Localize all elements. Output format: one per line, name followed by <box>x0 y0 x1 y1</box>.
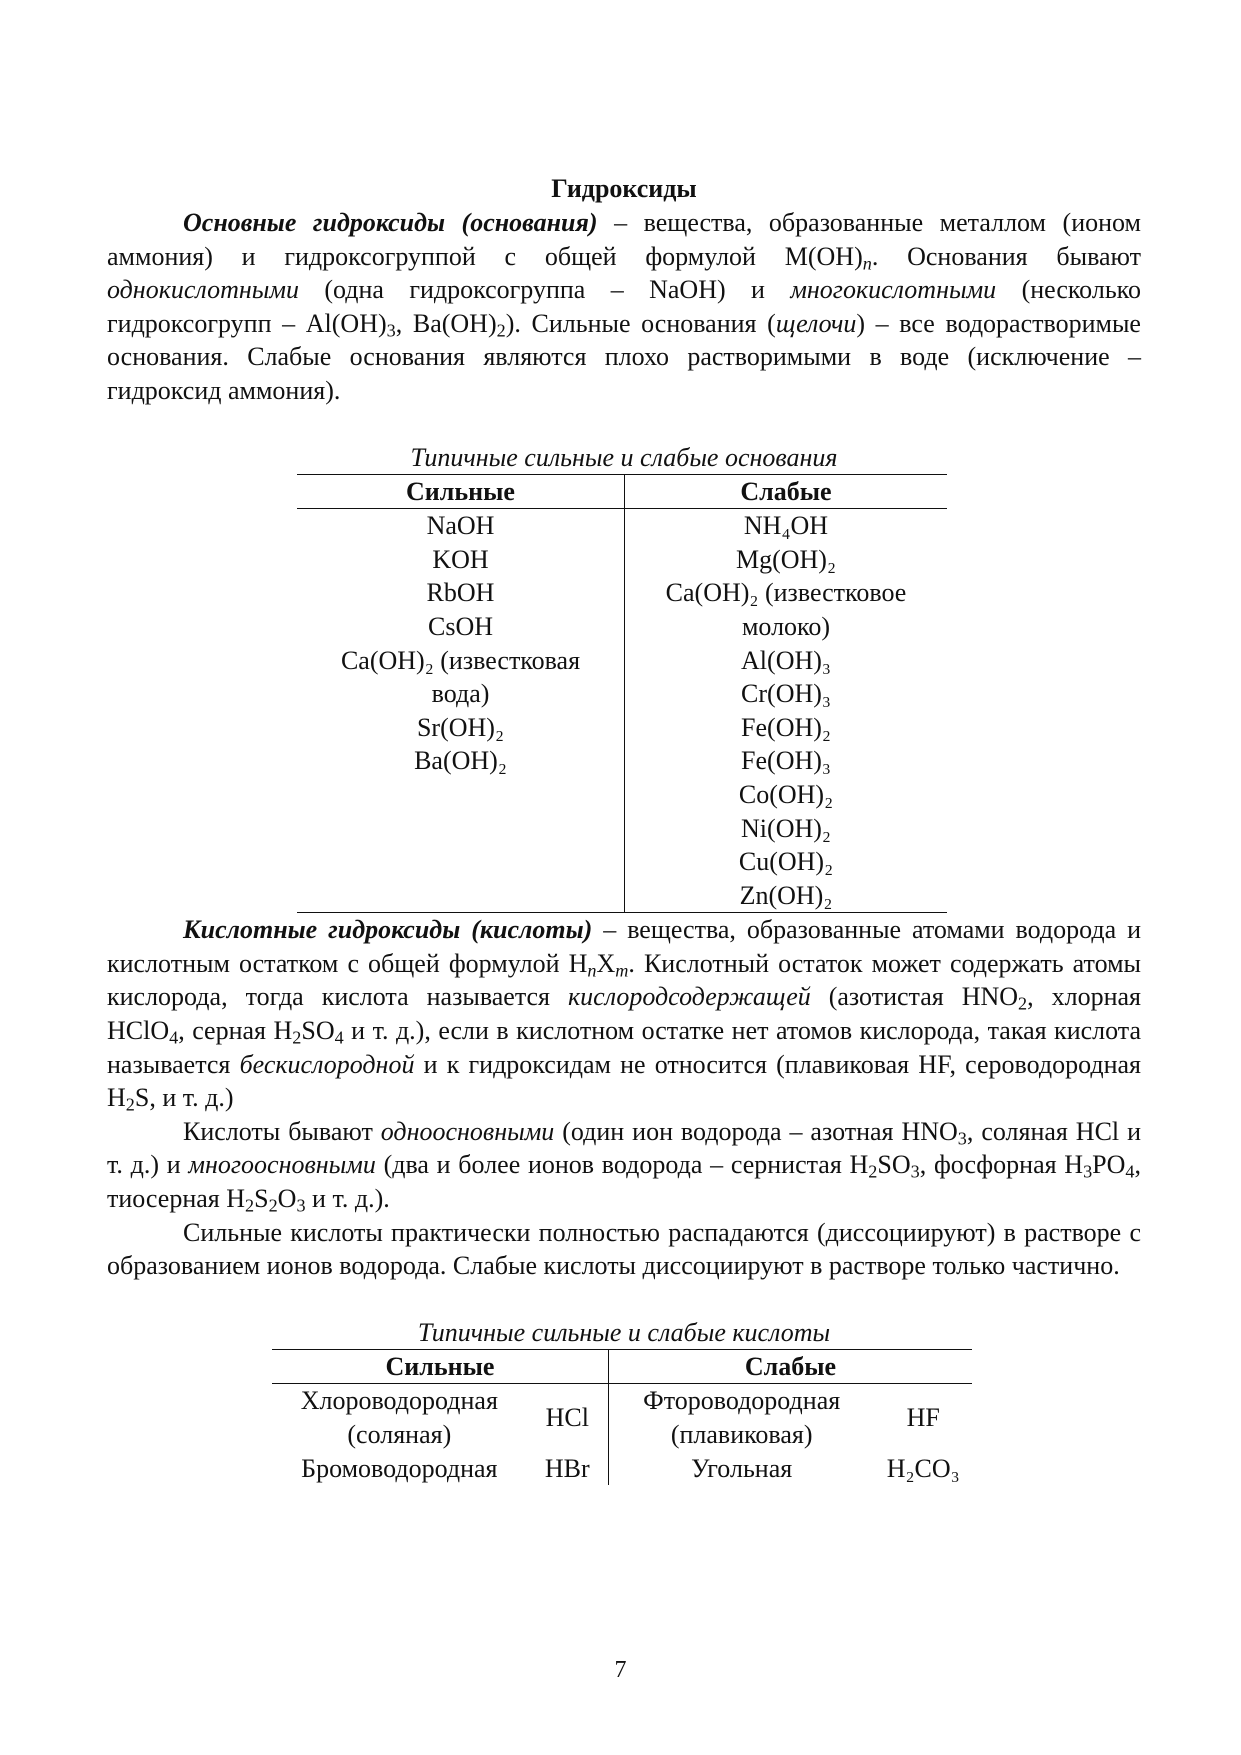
bases-table <box>297 474 947 914</box>
acids-header-strong: Сильные <box>272 1349 608 1384</box>
strong-base: вода) <box>297 677 625 711</box>
strong-acid-name: Бромоводородная <box>301 1453 498 1483</box>
strong-base: KOH <box>297 543 625 577</box>
acids-table <box>272 1349 972 1485</box>
weak-base: молоко) <box>741 611 831 641</box>
table-row <box>272 1452 972 1486</box>
weak-base: Ni(OH)₂ <box>741 813 831 843</box>
paragraph-dissociation: Сильные кислоты практически полностью распадаются (диссоциируют) в растворе с образованием ионов водорода. Слабые кислоты диссоциируют в растворе только частично. <box>107 1217 1141 1281</box>
paragraph-bases: Основные гидроксиды (основания) – вещества, образованные металлом (ионом аммония) и гидроксогруппой с общей формулой $M(OH)_n$. Основания бывают однокислотными (одна гидроксогруппа – NaOH) и многокислотными (несколько гидроксогрупп – $Al(OH)_3$, $Ba(OH)_2$). Сильные основания (щелочи) – все водорастворимые основания. Слабые основания являются плохо растворимыми в воде (исключение – гидроксид аммония). <box>107 208 1141 405</box>
paragraph-basicity: Кислоты бывают одноосновными (один ион водорода – азотная $HNO_3$, соляная HCl и т. д.) и многоосновными (два и более ионов водорода – сернистая $H_2SO_3$, фосфорная $H_3PO_4$, тиосерная $H_2S_2O_3$ и т. д.). <box>107 1116 1142 1216</box>
weak-base: Al(OH)₃ <box>741 645 831 675</box>
weak-base: Fe(OH)₂ <box>741 712 831 742</box>
acids-table-caption: Типичные сильные и слабые кислоты <box>417 1317 831 1347</box>
strong-acid-formula: HCl <box>527 1384 609 1452</box>
bases-header-weak: Слабые <box>625 474 948 509</box>
strong-acid-formula: HBr <box>527 1452 609 1486</box>
weak-base: Cu(OH)₂ <box>738 847 834 877</box>
acids-header-weak: Слабые <box>608 1349 972 1384</box>
weak-acid-name: Угольная <box>691 1453 793 1483</box>
strong-base: NaOH <box>297 509 625 543</box>
weak-acid-name: Фтороводородная (плавиковая) <box>643 1386 841 1449</box>
weak-base: Cr(OH)₃ <box>741 679 831 709</box>
strong-base: Ba(OH)₂ <box>297 744 625 778</box>
section-title: Гидроксиды <box>551 174 697 203</box>
weak-base: Mg(OH)₂ <box>735 544 837 574</box>
page-number: 7 <box>614 1657 627 1683</box>
weak-base: Ca(OH)₂ (известковое <box>665 578 907 608</box>
bases-table-caption: Типичные сильные и слабые основания <box>410 442 838 472</box>
bases-header-strong: Сильные <box>297 474 625 509</box>
page-content <box>107 172 1141 1485</box>
paragraph-acids: Кислотные гидроксиды (кислоты) – вещества, образованные атомами водорода и кислотным остатком с общей формулой $H_nX_m$. Кислотный остаток может содержать атомы кислорода, тогда кислота называется кислородсодержащей (азотистая $HNO_2$, хлорная HClO$_4$, серная $H_2SO_4$ и т. д.), если в кислотном остатке нет атомов кислорода, такая кислота называется бескислородной и к гидроксидам не относится (плавиковая HF, сероводородная $H_2S$, и т. д.) <box>107 915 1141 1115</box>
strong-acid-name: Хлороводородная (соляная) <box>300 1386 498 1449</box>
strong-base: Sr(OH)₂ <box>297 711 625 745</box>
weak-base: Fe(OH)₃ <box>741 746 831 776</box>
strong-base: CsOH <box>297 610 625 644</box>
weak-base: Co(OH)₂ <box>738 779 834 809</box>
weak-acid-formula: H₂CO₃ <box>886 1453 960 1483</box>
weak-acid-formula: HF <box>906 1403 940 1433</box>
weak-base: Zn(OH)₂ <box>625 879 948 913</box>
strong-base: Ca(OH)₂ (известковая <box>297 644 625 678</box>
weak-base: NH₄OH <box>743 511 829 541</box>
table-row <box>272 1384 972 1452</box>
strong-base: RbOH <box>297 576 625 610</box>
